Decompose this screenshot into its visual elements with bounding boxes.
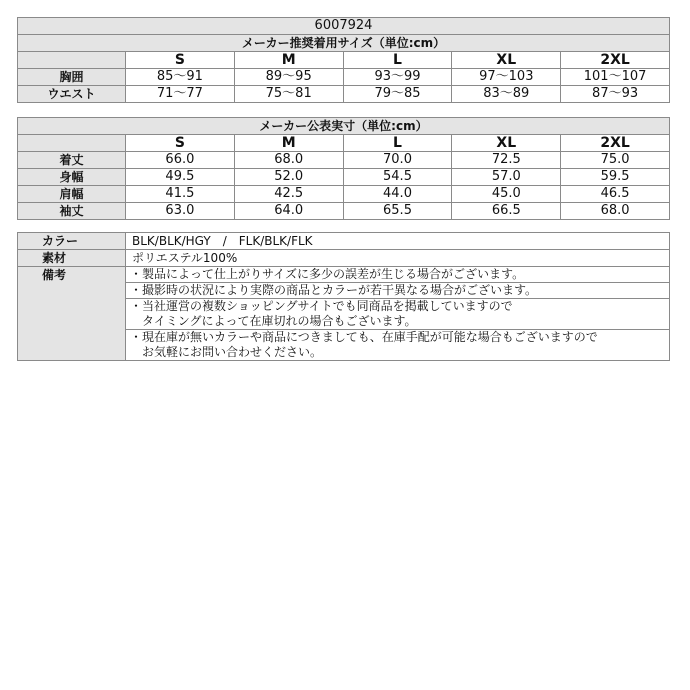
table-cell: 42.5 (234, 186, 343, 203)
row-label: 着丈 (18, 152, 126, 169)
color-label: カラー (18, 233, 126, 250)
table-cell: 85〜91 (126, 69, 235, 86)
table-cell: 44.0 (343, 186, 452, 203)
table-row (18, 186, 670, 203)
table-cell: 83〜89 (452, 86, 561, 103)
row-label: 身幅 (18, 169, 126, 186)
color-value: BLK/BLK/HGY / FLK/BLK/FLK (126, 233, 670, 250)
table-row (18, 152, 670, 169)
table-cell: 68.0 (561, 203, 670, 220)
size-label: M (234, 135, 343, 152)
table-cell: 68.0 (234, 152, 343, 169)
table-row (18, 233, 670, 250)
table-cell: 75〜81 (234, 86, 343, 103)
corner-cell (18, 52, 126, 69)
table-row (18, 86, 670, 103)
note-item (126, 267, 670, 283)
table-row (18, 69, 670, 86)
table-cell: 65.5 (343, 203, 452, 220)
size-label: S (126, 52, 235, 69)
table-cell: 97〜103 (452, 69, 561, 86)
note-text: お気軽にお問い合わせください。 (130, 345, 323, 359)
table-cell: 52.0 (234, 169, 343, 186)
note-text: ・製品によって仕上がりサイズに多少の誤差が生じる場合がございます。 (130, 267, 525, 281)
table-cell: 66.5 (452, 203, 561, 220)
row-label: ウエスト (18, 86, 126, 103)
table-cell: 79〜85 (343, 86, 452, 103)
recommended-size-table (17, 17, 670, 103)
product-info-table (17, 232, 670, 361)
table-row (18, 250, 670, 267)
table-cell: 101〜107 (561, 69, 670, 86)
size-label: S (126, 135, 235, 152)
table-cell: 64.0 (234, 203, 343, 220)
table-cell: 72.5 (452, 152, 561, 169)
note-text: ・撮影時の状況により実際の商品とカラーが若干異なる場合がございます。 (130, 283, 538, 297)
table-cell: 75.0 (561, 152, 670, 169)
table-cell: 41.5 (126, 186, 235, 203)
table-row (18, 203, 670, 220)
table-cell: 93〜99 (343, 69, 452, 86)
table-cell: 45.0 (452, 186, 561, 203)
size-label: XL (452, 135, 561, 152)
notes-label: 備考 (18, 267, 126, 361)
size-label: L (343, 135, 452, 152)
note-text: ・当社運営の複数ショッピングサイトでも同商品を掲載していますので (130, 299, 513, 313)
size-header-row (18, 135, 670, 152)
table-cell: 46.5 (561, 186, 670, 203)
size-header-row (18, 52, 670, 69)
table-cell: 66.0 (126, 152, 235, 169)
note-item (126, 283, 670, 299)
corner-cell (18, 135, 126, 152)
table-row (18, 267, 670, 283)
table-cell: 49.5 (126, 169, 235, 186)
table-cell: 71〜77 (126, 86, 235, 103)
note-text: ・現在庫が無いカラーや商品につきましても、在庫手配が可能な場合もございますので (130, 330, 598, 344)
material-value: ポリエステル100% (126, 250, 670, 267)
table-cell: 63.0 (126, 203, 235, 220)
table-cell: 59.5 (561, 169, 670, 186)
row-label: 胸囲 (18, 69, 126, 86)
table-row (18, 169, 670, 186)
note-item (126, 330, 670, 361)
material-label: 素材 (18, 250, 126, 267)
size-label: M (234, 52, 343, 69)
table-title: メーカー推奨着用サイズ（単位:cm） (18, 35, 670, 52)
table-cell: 70.0 (343, 152, 452, 169)
table-cell: 87〜93 (561, 86, 670, 103)
size-label: L (343, 52, 452, 69)
actual-measurement-table (17, 117, 670, 220)
table-cell: 89〜95 (234, 69, 343, 86)
size-label: 2XL (561, 52, 670, 69)
size-label: 2XL (561, 135, 670, 152)
size-label: XL (452, 52, 561, 69)
note-text: タイミングによって在庫切れの場合もございます。 (130, 314, 417, 328)
table-title: メーカー公表実寸（単位:cm） (18, 118, 670, 135)
table-cell: 54.5 (343, 169, 452, 186)
row-label: 肩幅 (18, 186, 126, 203)
note-item (126, 299, 670, 330)
table-cell: 57.0 (452, 169, 561, 186)
row-label: 袖丈 (18, 203, 126, 220)
product-code: 6007924 (18, 18, 670, 35)
